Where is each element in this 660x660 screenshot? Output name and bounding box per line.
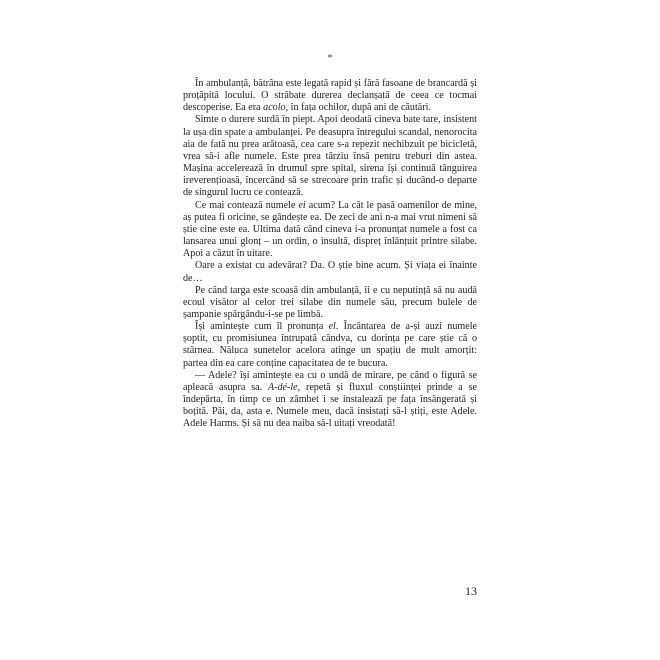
paragraph — [183, 114, 477, 199]
text-run: În ambulanță, bătrâna este legată rapid și fără fasoane de brancardă și proțăpită locului. O străbate durerea declanșată de ceea ce tocmai descoperise. Ea era — [183, 78, 477, 114]
text-run: , repetă și fluxul conștiinței prinde a se îndepărta, în timp ce un zâmbet i se instalează pe fața însângerată și boțită. Păi, da, asta e. Numele meu, dacă insistați să-l știți, este Adele. Adele Harms. Și să nu dea naiba să-l uitați vreodată! — [183, 381, 477, 430]
italic-text: acolo — [263, 102, 286, 114]
paragraph — [183, 321, 477, 370]
paragraph — [183, 78, 477, 114]
text-run: Pe când targa este scoasă din ambulanță, îi e cu neputință să nu audă ecoul visător al celor trei silabe din numele său, precum bulele de șampanie spărgându-i-se pe limbă. — [183, 284, 477, 320]
page-number: 13 — [465, 584, 477, 598]
paragraph — [183, 370, 477, 431]
text-run: , în fața ochilor, după ani de căutări. — [285, 102, 431, 114]
text-run: acum? La cât le pasă oamenilor de mine, aș putea fi oricine, se gândește ea. De zeci de ani n-a mai vrut nimeni să știe cine este ea. Ultima dată când cineva i-a pronunțat numele a fost ca lansarea unui glonț – un ordin, o insultă, dispreț înlănțuit printre silabe. Apoi a căzut în uitare. — [183, 199, 478, 260]
italic-text: ei — [298, 199, 306, 211]
text-run: . Încântarea de a-și auzi numele șoptit, cu promisiunea întrupată cândva, cu dorința pe care știe că o stârnea. Năluca sunetelor acelora atinge un spațiu de mult amorțit: partea din ea care conține capacitatea de te bucura. — [183, 321, 477, 369]
paragraph — [183, 200, 477, 261]
section-ornament: * — [327, 52, 333, 64]
paragraph — [183, 260, 477, 284]
text-run: Simte o durere surdă în piept. Apoi deodată cineva bate tare, insistent la ușa din spate a ambulanței. Pe deasupra întregului scandal, nenorocita aia de fată nu prea arătoasă, cea care s-a repezit nechibzuit pe bicicletă, vrea să-i afle numele. Este prea târziu însă pentru treburi din astea. Mașina accelerează în drumul spre spital, sirena își continuă tânguirea ireverențioasă, încercând să se strecoare prin trafic și ducând-o departe de singurul lucru ce contează. — [183, 114, 477, 199]
text-run: Ce mai contează numele — [195, 199, 299, 211]
text-run: — Adele? își amintește ea cu o undă de mirare, pe când o figură se apleacă asupra sa. — [183, 369, 477, 393]
italic-text: A-dé-le — [267, 381, 298, 393]
text-run: Își amintește cum îl pronunța — [195, 321, 329, 333]
paragraph — [183, 285, 477, 321]
italic-text: el — [328, 321, 336, 333]
text-run: Oare a existat cu adevărat? Da. O știe bine acum. Și viața ei înainte de… — [183, 260, 477, 284]
body-text — [183, 78, 477, 431]
